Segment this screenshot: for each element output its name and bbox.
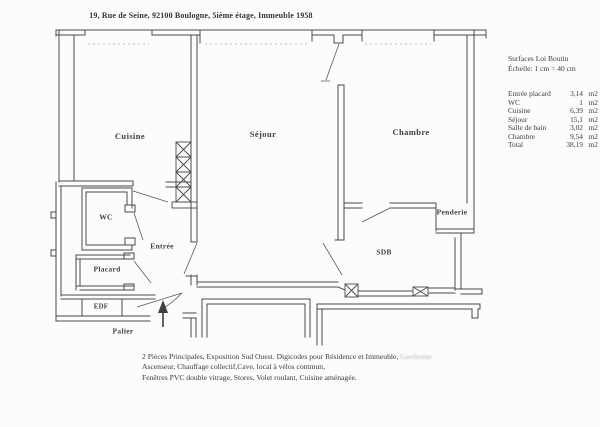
surface-value: 15,1 (570, 114, 583, 124)
room-label-penderie: Penderie (436, 207, 468, 217)
surface-value: 3,14 (570, 89, 583, 98)
surface-unit: m2 (588, 114, 598, 124)
surface-label: Chambre (508, 131, 536, 141)
surface-unit: m2 (588, 97, 598, 107)
description-line-1 (142, 352, 492, 362)
door-swing-sejour (184, 243, 197, 274)
room-label-cuisine: Cuisine (114, 131, 146, 141)
door-swing-chambre-sdb (362, 208, 390, 222)
surface-label: WC (508, 97, 520, 107)
window-icon-sejour (202, 36, 311, 53)
window-icon-chambre (362, 37, 434, 53)
interior-walls (59, 35, 474, 316)
window-icon-cuisine (85, 35, 152, 55)
surface-value: 1 (579, 97, 583, 107)
surface-label: Cuisine (508, 106, 531, 115)
room-label-edf: EDF (93, 303, 109, 311)
description-line-1-faded: Gardienne (400, 352, 432, 361)
duct-icon-sdb-right (413, 287, 428, 296)
room-label-sejour: Séjour (249, 129, 277, 139)
legend (508, 54, 600, 74)
room-label-wc: WC (99, 212, 113, 222)
surface-value: 6,39 (570, 106, 583, 115)
room-label-chambre: Chambre (392, 127, 430, 137)
surface-unit: m2 (588, 106, 598, 115)
room-label-placard: Placard (93, 264, 121, 274)
door-swing-chambre (321, 44, 339, 81)
surface-label: Salle de bain (508, 123, 547, 132)
legend-scale: Échelle: 1 cm = 40 cm (508, 64, 576, 73)
legend-title: Surfaces Loi Boutin (508, 54, 569, 63)
room-label-sdb: SDB (376, 247, 392, 257)
surface-value: 3,02 (570, 123, 583, 132)
room-label-palier: Palier (112, 326, 134, 336)
window-symbols (85, 35, 434, 55)
description-line-1-text: 2 Pièces Principales, Exposition Sud Ouest. Digicodes pour Résidence et Immeuble, (142, 352, 401, 361)
door-swing-sdb (323, 243, 342, 275)
door-swing-icons (133, 44, 390, 307)
description-line-2: Ascenseur, Chauffage collectif,Cave, local à vélos commun, (142, 362, 326, 372)
surface-value: 9,54 (570, 131, 583, 141)
surface-unit: m2 (588, 131, 598, 141)
room-label-entree: Entrée (150, 241, 174, 251)
property-description (142, 352, 492, 383)
entry-arrow-icon (158, 300, 168, 327)
surface-label: Total (508, 140, 524, 149)
surface-unit: m2 (588, 89, 598, 98)
door-swing-placard (134, 261, 151, 283)
surface-label: Entrée placard (508, 89, 551, 98)
surface-unit: m2 (588, 140, 598, 149)
door-swing-wc (134, 213, 143, 240)
door-swing-cuisine (133, 191, 168, 202)
page-title: 19, Rue de Seine, 92100 Boulogne, 5ième étage, Immeuble 1958 (89, 11, 313, 20)
surface-label: Séjour (508, 114, 528, 124)
surface-row-total (508, 141, 598, 150)
duct-shaft-icon (172, 142, 197, 208)
surfaces-table (508, 90, 598, 150)
description-line-3: Fenêtres PVC double vitrage, Stores, Volet roulant, Cuisine aménagée. (142, 372, 357, 382)
surface-unit: m2 (588, 123, 598, 132)
duct-icon-sdb-left (345, 284, 358, 297)
surface-value: 38,19 (566, 140, 583, 149)
surface-row (508, 90, 598, 99)
